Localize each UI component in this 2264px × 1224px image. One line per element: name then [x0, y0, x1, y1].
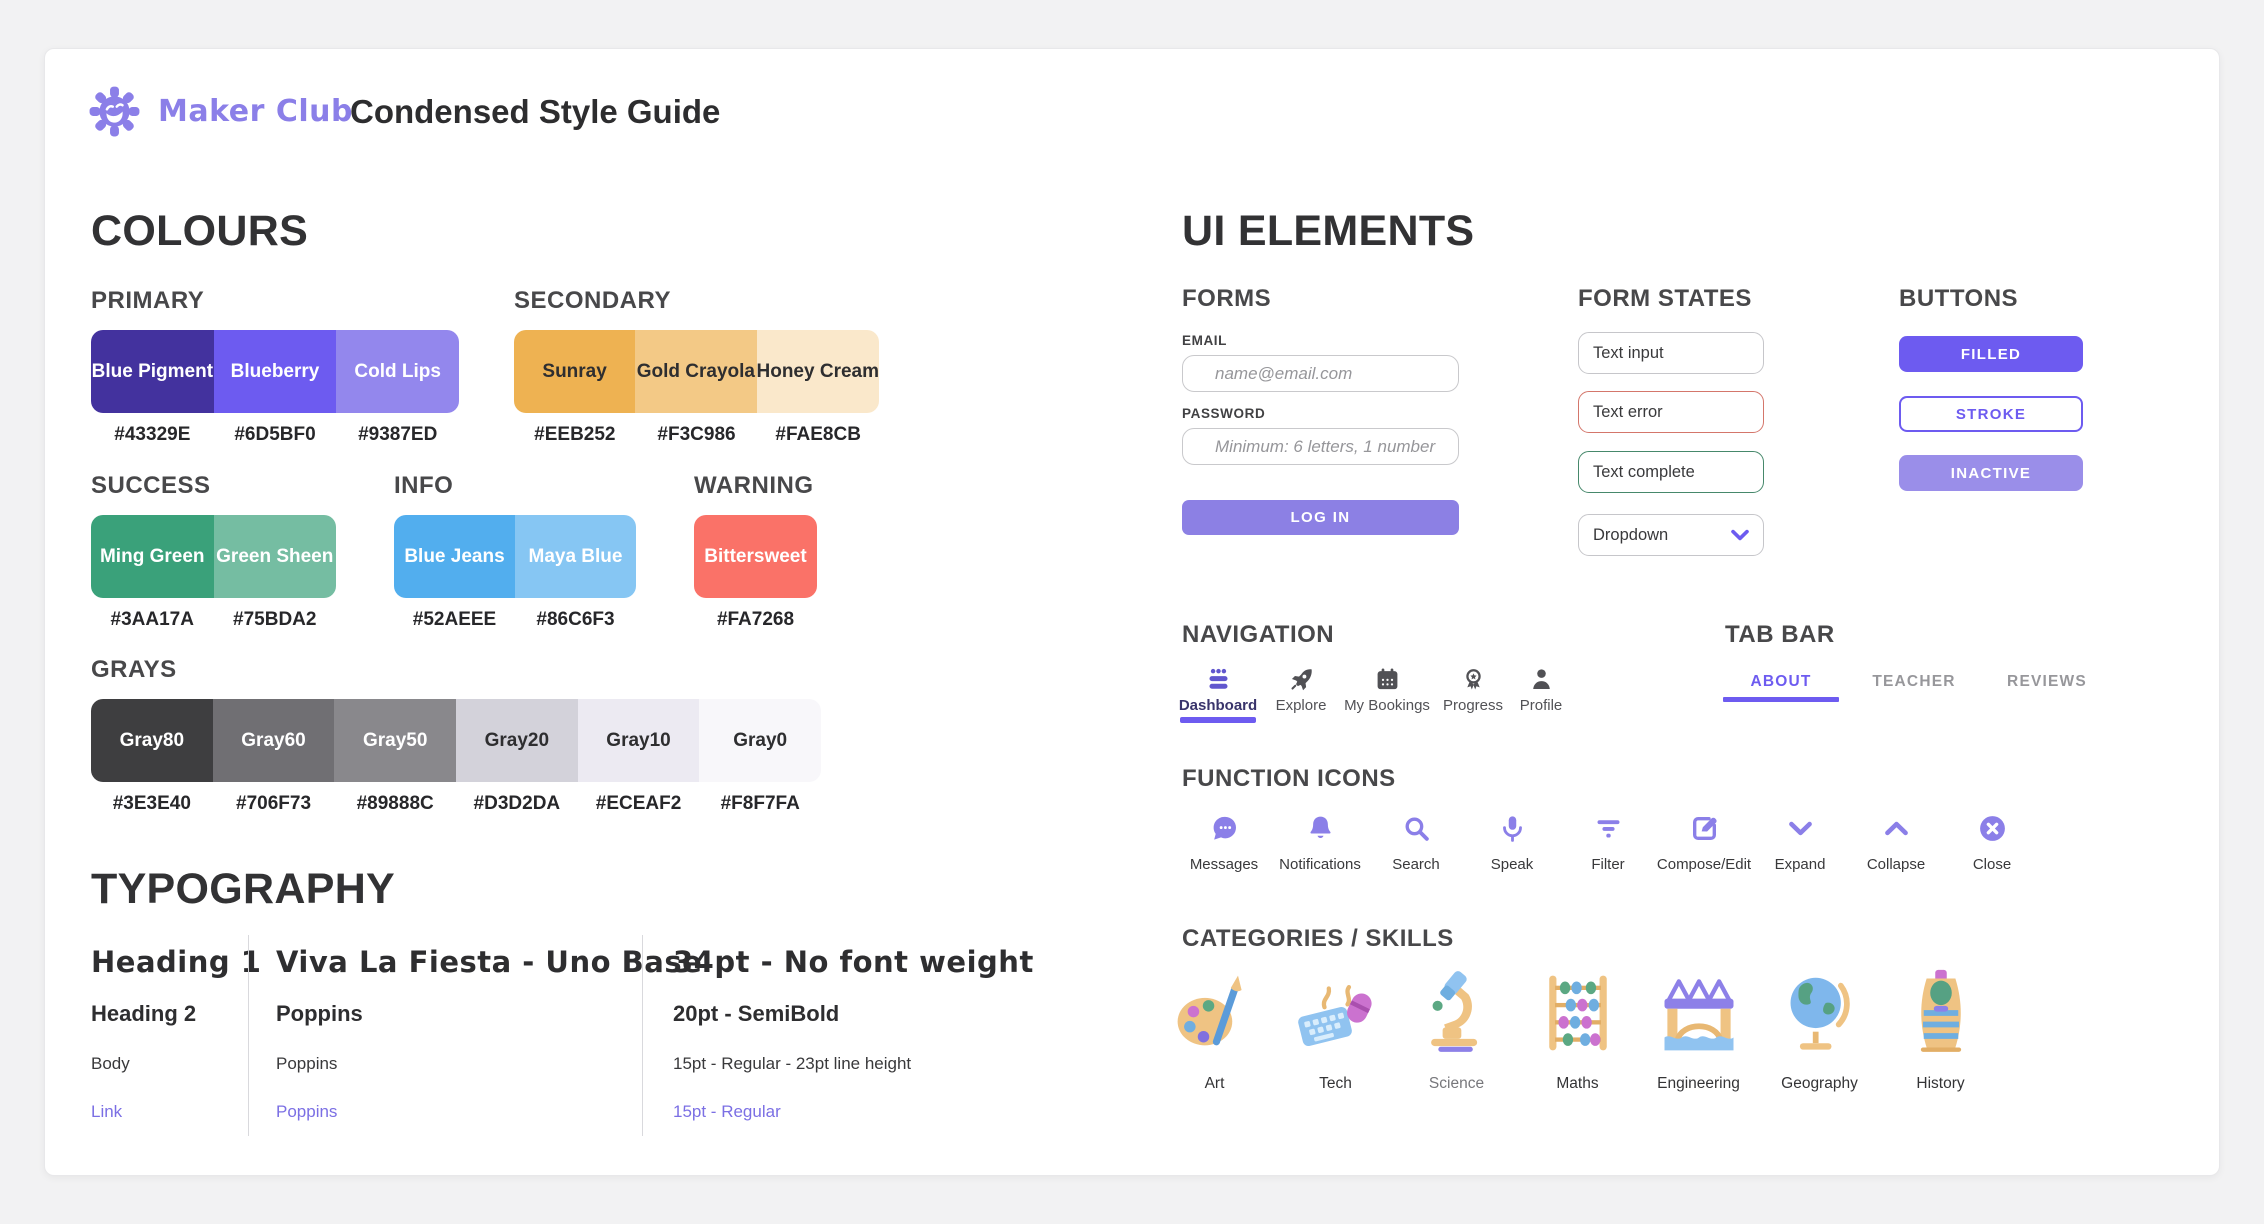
maths-category-icon — [1532, 967, 1624, 1059]
email-label: EMAIL — [1182, 333, 1227, 348]
hex-code-gray60: #706F73 — [236, 793, 312, 814]
science-category-icon — [1411, 967, 1503, 1059]
bell-icon — [1305, 813, 1336, 844]
typography-heading-2-sample: Heading 2 — [91, 1001, 197, 1026]
category-maths[interactable] — [1517, 967, 1638, 1093]
function-icons-row — [1176, 813, 2040, 873]
close-circle-icon — [1977, 813, 2008, 844]
typography-body-spec: 15pt - Regular - 23pt line height — [642, 1039, 1034, 1088]
form-state-text-input[interactable] — [1578, 332, 1764, 374]
function-search[interactable] — [1368, 813, 1464, 873]
function-icon-label: Speak — [1490, 856, 1534, 873]
colour-group-label: PRIMARY — [91, 287, 205, 314]
hex-code-bittersweet: #FA7268 — [716, 609, 795, 630]
categories-label: CATEGORIES / SKILLS — [1182, 925, 1454, 952]
category-history[interactable] — [1880, 967, 2001, 1093]
swatch-gold-crayola: Gold Crayola — [635, 330, 756, 413]
tab-teacher[interactable]: TEACHER — [1872, 673, 1956, 690]
swatch-green-sheen: Green Sheen — [214, 515, 337, 598]
nav-item-profile[interactable] — [1511, 666, 1571, 723]
chevron-down-icon — [1785, 813, 1816, 844]
swatch-honey-cream: Honey Cream — [757, 330, 880, 413]
gear-smiley-logo-icon — [86, 83, 143, 140]
categories-row — [1154, 967, 2001, 1093]
hex-row — [91, 609, 336, 631]
form-state-text-error[interactable] — [1578, 391, 1764, 433]
filter-icon — [1593, 813, 1624, 844]
hex-code-green-sheen: #75BDA2 — [233, 609, 317, 630]
function-compose-edit[interactable] — [1656, 813, 1752, 873]
swatch-gray50: Gray50 — [334, 699, 456, 782]
hex-code-gray20: #D3D2DA — [473, 793, 561, 814]
typography-link-spec: 15pt - Regular — [642, 1088, 1034, 1136]
secondary-colour-group — [514, 287, 879, 446]
form-state-text-complete[interactable] — [1578, 451, 1764, 493]
magnifier-icon — [1401, 813, 1432, 844]
tech-category-icon — [1290, 967, 1382, 1059]
chat-icon — [1209, 813, 1240, 844]
tab-bar — [1723, 673, 2105, 691]
swatch-gray0: Gray0 — [699, 699, 821, 782]
swatch-maya-blue: Maya Blue — [515, 515, 636, 598]
typography-heading-2-spec: 20pt - SemiBold — [642, 989, 1034, 1039]
hex-code-gold-crayola: #F3C986 — [657, 424, 736, 445]
ui-elements-section-title: UI ELEMENTS — [1182, 207, 1475, 255]
function-icon-label: Notifications — [1279, 856, 1361, 873]
swatch-sunray: Sunray — [514, 330, 635, 413]
hex-code-gray50: #89888C — [356, 793, 434, 814]
nav-item-dashboard[interactable] — [1173, 666, 1263, 723]
function-messages[interactable] — [1176, 813, 1272, 873]
function-expand[interactable] — [1752, 813, 1848, 873]
swatch-blue-pigment: Blue Pigment — [91, 330, 214, 413]
swatch-blue-jeans: Blue Jeans — [394, 515, 515, 598]
category-label: History — [1916, 1075, 1965, 1092]
category-label: Engineering — [1657, 1075, 1740, 1092]
active-tab-underline — [1723, 697, 1839, 702]
tab-reviews[interactable]: REVIEWS — [2007, 673, 2087, 690]
maker-club-logo — [86, 83, 353, 140]
colour-group-label: SECONDARY — [514, 287, 671, 314]
swatch-cold-lips: Cold Lips — [336, 330, 459, 413]
style-guide-card — [44, 48, 2220, 1176]
hex-code-cold-lips: #9387ED — [358, 424, 438, 445]
function-collapse[interactable] — [1848, 813, 1944, 873]
function-icons-label: FUNCTION ICONS — [1182, 765, 1396, 792]
swatch-blueberry: Blueberry — [214, 330, 337, 413]
navigation-label: NAVIGATION — [1182, 621, 1335, 648]
colour-group-label: INFO — [394, 472, 454, 499]
swatch-gray60: Gray60 — [213, 699, 335, 782]
dashboard-icon — [1205, 666, 1232, 693]
forms-label: FORMS — [1182, 285, 1272, 312]
buttons-column — [1899, 336, 2083, 491]
category-science[interactable] — [1396, 967, 1517, 1093]
hex-code-blueberry: #6D5BF0 — [234, 424, 316, 445]
typography-heading-2-font-name: Poppins — [248, 989, 642, 1039]
navigation-bar — [1173, 666, 1571, 723]
info-colour-group — [394, 472, 636, 631]
password-label: PASSWORD — [1182, 406, 1266, 421]
function-close[interactable] — [1944, 813, 2040, 873]
medal-icon — [1460, 666, 1487, 693]
form-state-dropdown[interactable] — [1578, 514, 1764, 556]
hex-row — [694, 609, 817, 631]
function-icon-label: Filter — [1591, 856, 1625, 873]
nav-item-my-bookings[interactable] — [1339, 666, 1435, 723]
hex-code-gray0: #F8F7FA — [720, 793, 800, 814]
function-icon-label: Compose/Edit — [1656, 856, 1752, 873]
hex-code-blue-pigment: #43329E — [114, 424, 191, 445]
hex-row — [394, 609, 636, 631]
swatch-ming-green: Ming Green — [91, 515, 214, 598]
hex-code-sunray: #EEB252 — [534, 424, 616, 445]
swatch-gray10: Gray10 — [578, 699, 700, 782]
function-icon-label: Collapse — [1866, 856, 1926, 873]
typography-table — [91, 935, 1034, 1136]
chevron-up-icon — [1881, 813, 1912, 844]
swatch-gray80: Gray80 — [91, 699, 213, 782]
person-icon — [1528, 666, 1555, 693]
typography-body-sample: Body — [91, 1053, 130, 1073]
email-field[interactable] — [1182, 355, 1459, 392]
typography-link-sample: Link — [91, 1102, 123, 1121]
function-speak[interactable] — [1464, 813, 1560, 873]
calendar-icon — [1374, 666, 1401, 693]
page-title: Condensed Style Guide — [350, 93, 721, 130]
hex-row — [91, 424, 459, 446]
swatch-row — [514, 330, 879, 413]
log-in-button[interactable]: LOG IN — [1182, 500, 1459, 535]
nav-item-explore[interactable] — [1263, 666, 1339, 723]
stroke-button[interactable]: STROKE — [1899, 396, 2083, 432]
typography-heading-1-spec: 34pt - No font weight — [642, 935, 1034, 989]
category-label: Geography — [1781, 1075, 1858, 1092]
colour-group-label: SUCCESS — [91, 472, 211, 499]
nav-item-progress[interactable] — [1435, 666, 1511, 723]
form-state-text: Text error — [1593, 402, 1663, 421]
grays-colour-group — [91, 656, 821, 815]
art-category-icon — [1169, 967, 1261, 1059]
tab-about[interactable]: ABOUT — [1750, 673, 1812, 690]
hex-code-ming-green: #3AA17A — [110, 609, 194, 630]
typography-heading-1-font-name: Viva La Fiesta - Uno Base — [248, 935, 642, 989]
swatch-gray20: Gray20 — [456, 699, 578, 782]
primary-colour-group — [91, 287, 459, 446]
function-filter[interactable] — [1560, 813, 1656, 873]
nav-item-label: Progress — [1442, 697, 1504, 714]
tab-bar-label: TAB BAR — [1725, 621, 1835, 648]
typography-link-font-name: Poppins — [248, 1088, 642, 1136]
chevron-down-icon — [1728, 523, 1752, 547]
colour-group-label: WARNING — [694, 472, 814, 499]
form-state-text: Text complete — [1593, 462, 1695, 481]
function-icon-label: Search — [1392, 856, 1440, 873]
form-states-label: FORM STATES — [1578, 285, 1752, 312]
compose-icon — [1689, 813, 1720, 844]
function-icon-label: Messages — [1189, 856, 1259, 873]
inactive-button[interactable]: INACTIVE — [1899, 455, 2083, 491]
category-art[interactable] — [1154, 967, 1275, 1093]
active-nav-underline — [1180, 717, 1256, 723]
swatch-row — [394, 515, 636, 598]
swatch-row — [91, 515, 336, 598]
success-colour-group — [91, 472, 336, 631]
buttons-label: BUTTONS — [1899, 285, 2019, 312]
typography-body-font-name: Poppins — [248, 1039, 642, 1088]
rocket-icon — [1288, 666, 1315, 693]
brand-name: Maker Club — [158, 94, 353, 129]
category-label: Maths — [1556, 1075, 1599, 1092]
nav-item-label: Dashboard — [1178, 697, 1258, 714]
category-engineering[interactable] — [1638, 967, 1759, 1093]
filled-button[interactable]: FILLED — [1899, 336, 2083, 372]
warning-colour-group — [694, 472, 817, 631]
function-icon-label: Close — [1972, 856, 2012, 873]
swatch-row — [91, 330, 459, 413]
form-state-text: Text input — [1593, 343, 1664, 362]
hex-code-gray10: #ECEAF2 — [595, 793, 682, 814]
swatch-bittersweet: Bittersweet — [694, 515, 817, 598]
category-label: Tech — [1319, 1075, 1352, 1092]
form-state-text: Dropdown — [1593, 525, 1669, 544]
microphone-icon — [1497, 813, 1528, 844]
category-label: Art — [1204, 1075, 1225, 1092]
category-tech[interactable] — [1275, 967, 1396, 1093]
function-notifications[interactable] — [1272, 813, 1368, 873]
colours-section-title: COLOURS — [91, 207, 309, 255]
hex-code-maya-blue: #86C6F3 — [536, 609, 615, 630]
function-icon-label: Expand — [1774, 856, 1826, 873]
history-category-icon — [1895, 967, 1987, 1059]
category-geography[interactable] — [1759, 967, 1880, 1093]
hex-code-blue-jeans: #52AEEE — [412, 609, 497, 630]
nav-item-label: Explore — [1275, 697, 1327, 714]
geography-category-icon — [1774, 967, 1866, 1059]
nav-item-label: Profile — [1519, 697, 1563, 714]
engineering-category-icon — [1653, 967, 1745, 1059]
typography-section-title: TYPOGRAPHY — [91, 865, 396, 913]
hex-row — [514, 424, 879, 446]
typography-heading-1-sample: Heading 1 — [91, 945, 262, 979]
form-states-column — [1578, 332, 1764, 556]
swatch-row — [694, 515, 817, 598]
category-label: Science — [1428, 1075, 1485, 1092]
colour-group-label: GRAYS — [91, 656, 177, 683]
hex-code-gray80: #3E3E40 — [112, 793, 191, 814]
hex-row — [91, 793, 821, 815]
hex-code-honey-cream: #FAE8CB — [775, 424, 861, 445]
nav-item-label: My Bookings — [1344, 697, 1430, 714]
swatch-row — [91, 699, 821, 782]
password-field[interactable] — [1182, 428, 1459, 465]
